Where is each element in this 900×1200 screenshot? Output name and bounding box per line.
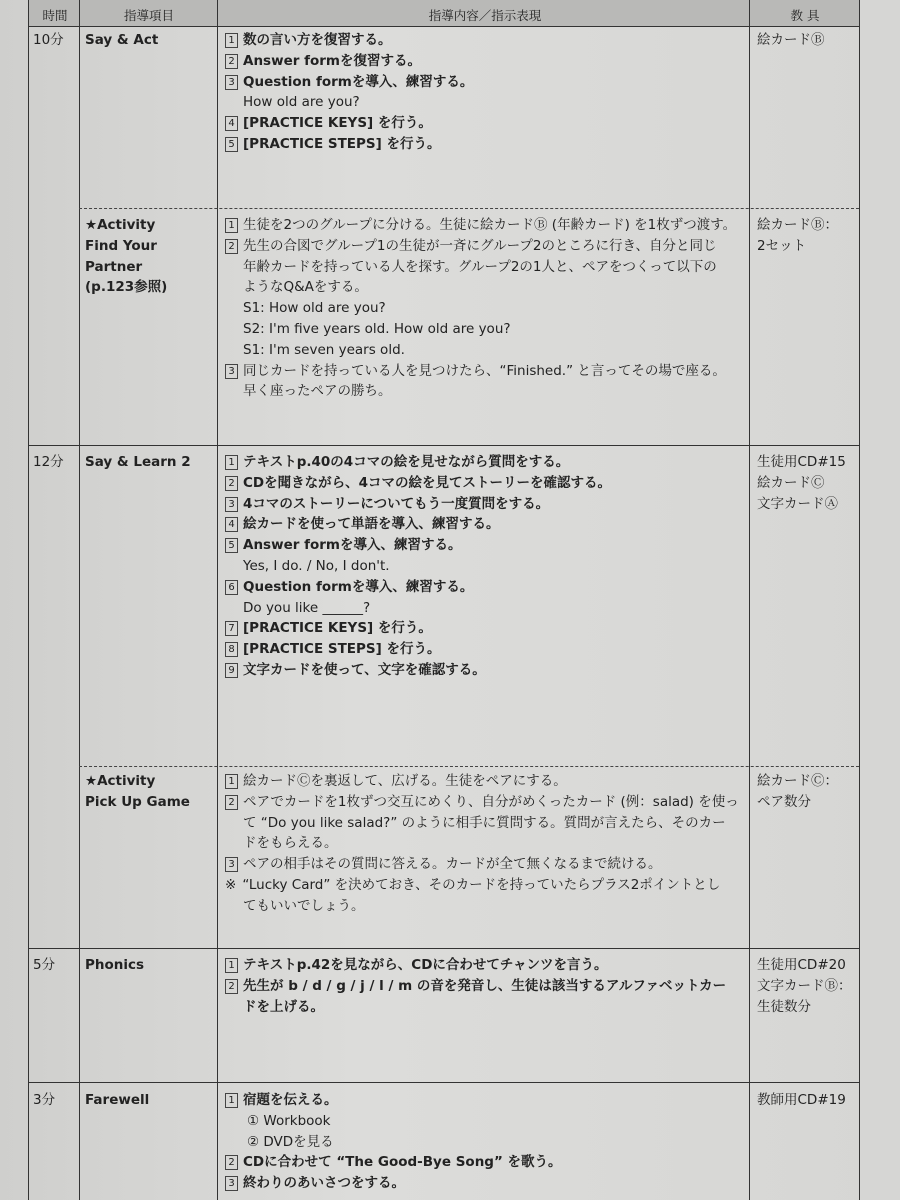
instruction-text: [PRACTICE STEPS] を行う。 [243, 641, 441, 658]
instruction-line [225, 381, 755, 402]
time-allotment: 12分 [33, 454, 64, 470]
step-number: 1 [225, 455, 238, 470]
instruction-line [225, 30, 755, 51]
instruction-line [225, 976, 755, 997]
instruction-text: How old are you? [243, 94, 360, 111]
instruction-line [225, 113, 755, 134]
instruction-line [225, 51, 755, 72]
header-time: 時間 [42, 8, 68, 23]
step-number: 1 [225, 958, 238, 973]
material-item: 教師用CD#19 [757, 1092, 846, 1108]
row-divider [29, 948, 859, 949]
instruction-text: CDを聞きながら、4コマの絵を見てストーリーを確認する。 [243, 474, 612, 491]
material-item: 生徒用CD#15 [757, 454, 846, 470]
instruction-line [225, 277, 755, 298]
activity-topic [85, 1090, 220, 1111]
instruction-content [225, 771, 755, 917]
material-item: 生徒用CD#20 [757, 957, 846, 973]
instruction-line [225, 257, 755, 278]
instruction-text: 絵カードⒸを裏返して、広げる。生徒をペアにする。 [243, 773, 567, 789]
instruction-line [225, 771, 755, 792]
materials [757, 955, 857, 1017]
step-number: 6 [225, 580, 238, 595]
material-item: ペア数分 [757, 793, 811, 810]
instruction-text: [PRACTICE STEPS] を行う。 [243, 135, 441, 152]
activity-topic [85, 30, 220, 51]
instruction-text: [PRACTICE KEYS] を行う。 [243, 620, 432, 637]
topic-line: Farewell [85, 1092, 150, 1108]
material-item: 2セット [757, 237, 807, 254]
row-divider [29, 1082, 859, 1083]
instruction-content [225, 452, 755, 681]
step-number: 3 [225, 497, 238, 512]
activity-divider [79, 208, 859, 209]
step-number: 2 [225, 979, 238, 994]
material-item: 絵カードⒸ [757, 474, 825, 491]
activity-divider [79, 766, 859, 767]
topic-line: ★Activity [85, 773, 156, 789]
topic-line: Find Your [85, 237, 157, 254]
instruction-line [225, 813, 755, 834]
step-number: 2 [225, 476, 238, 491]
step-number: 4 [225, 517, 238, 532]
activity-topic [85, 955, 220, 976]
instruction-text: S1: I'm seven years old. [243, 341, 405, 358]
instruction-line [225, 955, 755, 976]
activity-topic [85, 215, 220, 298]
activity-topic [85, 771, 220, 813]
instruction-text: S2: I'm five years old. How old are you? [243, 320, 511, 337]
instruction-text: ドを上げる。 [243, 998, 324, 1015]
instruction-line [225, 598, 755, 619]
instruction-line [225, 1173, 755, 1194]
instruction-text: 早く座ったペアの勝ち。 [243, 383, 392, 400]
instruction-text: 数の言い方を復習する。 [243, 32, 392, 48]
activity-topic [85, 452, 220, 473]
instruction-line [225, 319, 755, 340]
instruction-content [225, 215, 755, 402]
instruction-text: ペアの相手はその質問に答える。カードが全て無くなるまで続ける。 [243, 856, 662, 873]
instruction-text: “Lucky Card” を決めておき、そのカードを持っていたらプラス2ポイントとし [242, 876, 721, 893]
instruction-text: Answer formを導入、練習する。 [243, 537, 462, 554]
topic-line: Say & Act [85, 32, 159, 48]
instruction-text: Yes, I do. / No, I don't. [243, 557, 390, 574]
instruction-text: Question formを導入、練習する。 [243, 578, 474, 595]
header-materials: 教 具 [790, 8, 820, 23]
step-number: 4 [225, 116, 238, 131]
step-number: 1 [225, 218, 238, 233]
instruction-line [225, 1132, 755, 1153]
topic-line: Pick Up Game [85, 793, 190, 810]
column-divider [79, 0, 80, 1200]
instruction-line [225, 452, 755, 473]
instruction-line [225, 618, 755, 639]
instruction-line [225, 134, 755, 155]
instruction-text: 年齢カードを持っている人を探す。グループ2の1人と、ペアをつくって以下の [243, 258, 717, 275]
column-divider [217, 0, 218, 1200]
time-allotment: 3分 [33, 1092, 56, 1108]
instruction-text: S1: How old are you? [243, 300, 386, 317]
step-number: 2 [225, 54, 238, 69]
instruction-line [225, 660, 755, 681]
instruction-text: てもいいでしょう。 [243, 897, 365, 914]
step-number: 1 [225, 33, 238, 48]
instruction-line [225, 298, 755, 319]
instruction-text: 生徒を2つのグループに分ける。生徒に絵カードⒷ (年齢カード) を1枚ずつ渡す。 [243, 217, 737, 233]
instruction-line [225, 92, 755, 113]
step-number: 3 [225, 857, 238, 872]
instruction-text: 4コマのストーリーについてもう一度質問をする。 [243, 495, 550, 512]
step-number: 9 [225, 663, 238, 678]
instruction-line [225, 833, 755, 854]
instruction-line [225, 896, 755, 917]
instruction-line [225, 875, 755, 896]
instruction-text: 絵カードを使って単語を導入、練習する。 [243, 516, 500, 533]
step-number: 2 [225, 795, 238, 810]
materials [757, 1090, 857, 1111]
instruction-line [225, 473, 755, 494]
step-number: 2 [225, 239, 238, 254]
instruction-text: ペアでカードを1枚ずつ交互にめくり、自分がめくったカード (例：salad) を使っ [243, 793, 739, 810]
instruction-text: CDに合わせて “The Good-Bye Song” を歌う。 [243, 1154, 562, 1171]
lesson-plan-table [28, 0, 860, 1200]
instruction-content [225, 30, 755, 155]
instruction-content [225, 1090, 755, 1194]
instruction-line [225, 535, 755, 556]
materials [757, 215, 857, 257]
instruction-text: 終わりのあいさつをする。 [243, 1175, 405, 1192]
time-allotment: 10分 [33, 32, 64, 48]
instruction-line [225, 639, 755, 660]
instruction-text: 先生の合図でグループ1の生徒が一斉にグループ2のところに行き、自分と同じ [243, 237, 717, 254]
step-number: 3 [225, 1176, 238, 1191]
instruction-line [225, 1090, 755, 1111]
instruction-text: テキストp.40の4コマの絵を見せながら質問をする。 [243, 454, 570, 470]
instruction-line [225, 514, 755, 535]
instruction-line [225, 854, 755, 875]
instruction-text: Question formを導入、練習する。 [243, 73, 474, 90]
material-item: 生徒数分 [757, 998, 811, 1015]
instruction-text: [PRACTICE KEYS] を行う。 [243, 115, 432, 132]
topic-line: Say & Learn 2 [85, 454, 191, 470]
header-topic: 指導項目 [123, 8, 174, 23]
step-number: 5 [225, 137, 238, 152]
topic-line: ★Activity [85, 217, 156, 233]
instruction-text: ① Workbook [247, 1112, 331, 1129]
instruction-line [225, 72, 755, 93]
step-number: 2 [225, 1155, 238, 1170]
material-item: 絵カードⒷ： [757, 217, 838, 233]
instruction-line [225, 1111, 755, 1132]
instruction-line [225, 792, 755, 813]
instruction-line [225, 1152, 755, 1173]
materials [757, 452, 857, 514]
instruction-content [225, 955, 755, 1017]
note-mark: ※ [225, 876, 237, 893]
topic-line: (p.123参照) [85, 279, 168, 296]
time-allotment: 5分 [33, 957, 56, 973]
instruction-line [225, 556, 755, 577]
step-number: 3 [225, 364, 238, 379]
step-number: 3 [225, 75, 238, 90]
step-number: 5 [225, 538, 238, 553]
instruction-text: ようなQ&Aをする。 [243, 279, 368, 296]
row-divider [29, 445, 859, 446]
materials [757, 771, 857, 813]
instruction-text: ドをもらえる。 [243, 835, 338, 852]
instruction-text: テキストp.42を見ながら、CDに合わせてチャンツを言う。 [243, 957, 608, 973]
material-item: 文字カードⒷ： [757, 977, 852, 994]
step-number: 8 [225, 642, 238, 657]
step-number: 1 [225, 774, 238, 789]
table-header [29, 0, 859, 27]
header-content: 指導内容／指示表現 [428, 8, 542, 23]
instruction-text: 宿題を伝える。 [243, 1092, 338, 1108]
material-item: 絵カードⒷ [757, 32, 825, 48]
instruction-line [225, 997, 755, 1018]
instruction-text: て “Do you like salad?” のように相手に質問する。質問が言えたら、そのカー [243, 814, 726, 831]
instruction-text: 文字カードを使って、文字を確認する。 [243, 661, 486, 678]
instruction-line [225, 577, 755, 598]
instruction-line [225, 236, 755, 257]
instruction-line [225, 215, 755, 236]
instruction-text: ② DVDを見る [247, 1133, 334, 1150]
step-number: 1 [225, 1093, 238, 1108]
materials [757, 30, 857, 51]
material-item: 文字カードⒶ [757, 495, 838, 512]
material-item: 絵カードⒸ： [757, 773, 838, 789]
instruction-text: 先生が b / d / g / j / l / m の音を発音し、生徒は該当するアルファベットカー [243, 977, 727, 994]
instruction-line [225, 340, 755, 361]
topic-line: Partner [85, 258, 143, 275]
instruction-text: 同じカードを持っている人を見つけたら、“Finished.” と言ってその場で座る。 [243, 362, 726, 379]
topic-line: Phonics [85, 957, 145, 973]
instruction-text: Do you like ______? [243, 599, 371, 616]
instruction-line [225, 494, 755, 515]
instruction-line [225, 361, 755, 382]
step-number: 7 [225, 621, 238, 636]
instruction-text: Answer formを復習する。 [243, 52, 421, 69]
